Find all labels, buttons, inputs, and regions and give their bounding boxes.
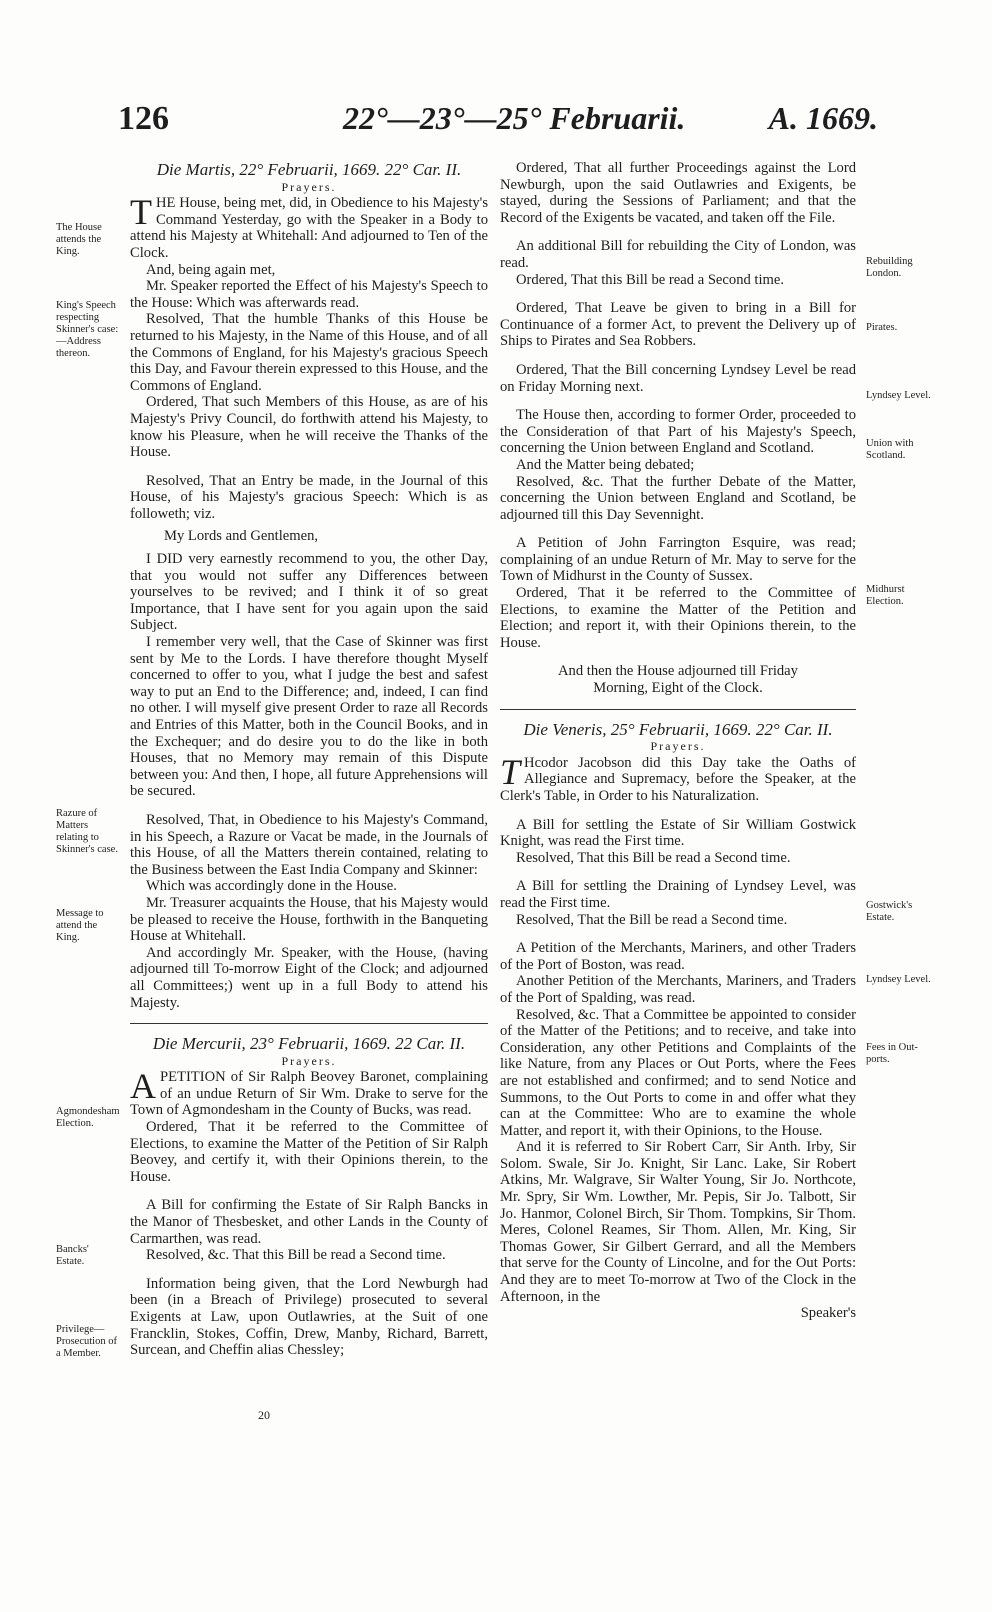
paragraph: Resolved, That an Entry be made, in the Journal of this House, of his Majesty's gracious Speech: Which is as followeth; viz. [130,472,488,522]
right-column [500,160,856,1322]
paragraph: Resolved, That, in Obedience to his Majesty's Command, in his Speech, a Razure or Vacat be made, in the Journals of this House, of all the Matters therein contained, relating to the Business between the East India Company and Skinner: [130,811,488,878]
drop-cap: T [130,192,152,233]
margin-note: King's Speech respecting Skinner's case:—Address thereon. [56,300,119,359]
adjournment: And then the House adjourned till Friday Morning, Eight of the Clock. [558,663,798,697]
margin-note: Agmondesham Election. [56,1106,120,1129]
catchword: Speaker's [800,1305,856,1322]
paragraph: Mr. Speaker reported the Effect of his Majesty's Speech to the House: Which was afterwards read. [130,278,488,311]
margin-note: Rebuilding London. [866,256,913,279]
drop-cap: T [500,751,521,792]
paragraph: A Petition of John Farrington Esquire, was read; complaining of an undue Return of Mr. May to serve for the Town of Midhurst in the County of Sussex. [500,535,856,585]
prayers-heading: Prayers. [281,1053,337,1068]
paragraph: THE House, being met, did, in Obedience to his Majesty's Command Yesterday, go with the Speaker in a Body to attend his Majesty at Whitehall: And adjourned to Ten of the Clock. [130,192,488,261]
paragraph: Ordered, That such Members of this House, as are of his Majesty's Privy Council, do forthwith attend his Majesty, to know his Pleasure, when he will receive the Thanks of the House. [130,394,488,461]
paragraph: Ordered, That it be referred to the Committee of Elections, to examine the Matter of the Petition of Sir Ralph Beovey, and certify it, with their Opinions therein, to the House. [130,1119,488,1185]
margin-note: Union with Scotland. [866,438,914,461]
paragraph: Ordered, That this Bill be read a Second time. [516,271,785,288]
margin-note: Privilege— Prosecution of a Member. [56,1324,117,1359]
paragraph: T Hcodor Jacobson did this Day take the Oaths of Allegiance and Supremacy, before the Speaker, at the Clerk's Table, in Order to his Naturalization. [500,751,856,804]
day-heading: Die Mercurii, 23° Februarii, 1669. 22 Car. II. [152,1034,466,1054]
paragraph: Ordered, That it be referred to the Committee of Elections, to examine the Matter of the Petition and Election; and report it, with their Opinions therein, to the House. [500,585,856,651]
day-heading: Die Veneris, 25° Februarii, 1669. 22° Car. II. [523,719,833,739]
page-number: 126 [118,100,169,137]
paragraph: Resolved, &c. That this Bill be read a Second time. [146,1247,446,1264]
margin-note: Gostwick's Estate. [866,900,913,923]
day-heading: Die Martis, 22° Februarii, 1669. 22° Car. II. [156,160,462,179]
paragraph: Which was accordingly done in the House. [146,878,397,895]
margin-note: Razure of Matters relating to Skinner's case. [56,808,118,855]
speech-paragraph: I remember very well, that the Case of Skinner was first sent by Me to the Lords. I have therefore thought Myself concerned to offer to you, what I judge the best and safest way to put an End to the Difference; and, indeed, I can find no other. I will myself give present Order to raze all Records and Entries of this Matter, both in the Council Books, and in the Exchequer; and do desire you to do the like in both Houses, that no Memory may remain of this Dispute between you: And then, I hope, all future Apprehensions will be secured. [130,634,488,800]
margin-note: Bancks' Estate. [56,1244,89,1267]
paragraph: Ordered, That the Bill concerning Lyndsey Level be read on Friday Morning next. [500,361,856,395]
header-year: A. 1669. [768,100,878,136]
paragraph: Ordered, That Leave be given to bring in a Bill for Continuance of a former Act, to prevent the Delivery up of Ships to Pirates and Sea Robbers. [500,300,856,350]
margin-note: Lyndsey Level. [866,390,931,401]
header-dates: 22°—23°—25° Februarii. [343,100,686,136]
signature-mark: 20 [258,1408,270,1422]
drop-cap: A [130,1066,156,1107]
section-divider [130,1023,488,1024]
paragraph: A Petition of the Merchants, Mariners, and other Traders of the Port of Boston, was read. [500,940,856,973]
paragraph: Resolved, &c. That the further Debate of the Matter, concerning the Union between England and Scotland, be adjourned till this Day Sevennight. [500,473,856,523]
paragraph: And accordingly Mr. Speaker, with the House, (having adjourned till To-morrow Eight of the Clock; and adjourned all Committees;) went up in a full Body to attend his Majesty. [130,944,488,1011]
margin-note: Message to attend the King. [56,908,104,943]
paragraph: An additional Bill for rebuilding the City of London, was read. [500,238,856,271]
paragraph: Resolved, That this Bill be read a Second time. [516,849,791,866]
section-divider [500,709,856,710]
speech-salutation: My Lords and Gentlemen, [164,528,319,545]
paragraph: A Bill for settling the Estate of Sir William Gostwick Knight, was read the First time. [500,816,856,850]
page-header [118,100,878,150]
paragraph: A Bill for confirming the Estate of Sir Ralph Bancks in the Manor of Thesbesket, and other Lands in the County of Carmarthen, was read. [130,1197,488,1247]
paragraph: Another Petition of the Merchants, Mariners, and Traders of the Port of Spalding, was read. [500,973,856,1006]
paragraph: A Bill for settling the Draining of Lyndsey Level, was read the First time. [500,878,856,911]
paragraph: And, being again met, [146,261,276,278]
paragraph: And it is referred to Sir Robert Carr, Sir Anth. Irby, Sir Solom. Swale, Sir Jo. Knight, Sir Lanc. Lake, Sir Robert Atkins, Mr. Walgrave, Sir Walter Young, Sir Jo. Northcote, Mr. Spry, Sir Wm. Lowther, Mr. Pepis, Sir Jo. Talbott, Sir Jo. Hanmor, Colonel Birch, Sir Thom. Tompkins, Sir Thom. Meres, Colonel Reames, Sir Thom. Allen, Mr. King, Sir Thomas Gower, Sir Gilbert Gerrard, and all the Members that serve for the County of Lincolne, and for the Out Ports: And they are to meet To-morrow at Two of the Clock in the Afternoon, in the [500,1139,856,1305]
margin-note: Pirates. [866,322,898,333]
paragraph: And the Matter being debated; [516,456,695,473]
paragraph: The House then, according to former Order, proceeded to the Consideration of that Part of his Majesty's Speech, concerning the Union between England and Scotland. [500,407,856,457]
paragraph: Mr. Treasurer acquaints the House, that his Majesty would be pleased to receive the House, forthwith in the Banqueting House at Whitehall. [130,894,488,945]
prayers-heading: Prayers. [650,739,706,754]
paragraph: Resolved, That the humble Thanks of this House be returned to his Majesty, in the Name of this House, and of all the Commons of England, for his Majesty's gracious Speech this Day, and Favour therein expressed to this House, and the Commons of England. [130,311,488,394]
speech-paragraph: I DID very earnestly recommend to you, the other Day, that you would not suffer any Differences between yourselves to be revived; and I think it of so great Importance, that I have sent for you again upon the said Subject. [130,551,488,634]
prayers-heading: Prayers. [281,179,337,194]
paragraph: Ordered, That all further Proceedings against the Lord Newburgh, upon the said Outlawries and Exigents, be stayed, during the Sessions of Parliament; and that the Record of the Exigents be vacated, and taken off the File. [500,160,856,226]
margin-note: Lyndsey Level. [866,974,931,985]
paragraph: APETITION of Sir Ralph Beovey Baronet, complaining of an undue Return of Sir Wm. Drake to serve for the Town of Agmondesham in the County of Bucks, was read. [130,1066,488,1119]
paragraph: Resolved, &c. That a Committee be appointed to consider of the Matter of the Petitions; and to receive, and take into Consideration, any other Petitions and Complaints of the like Nature, from any Places or Out Ports, where the Fees are not established and confirmed; and to send Notice and Summons, to the Out Ports to come in and offer what they can at the Committee: Who are to examine the whole Matter, and report it, with their Opinions, to the House. [500,1006,856,1139]
paragraph: Resolved, That the Bill be read a Second time. [516,911,788,928]
margin-note: Fees in Out-ports. [866,1042,918,1065]
margin-note: The House attends the King. [56,222,102,257]
left-column [130,162,488,1359]
margin-note: Midhurst Election. [866,584,905,607]
paragraph: Information being given, that the Lord Newburgh had been (in a Breach of Privilege) prosecuted to several Exigents at Law, upon Outlawries, at the Suit of one Francklin, Stokes, Coffin, Drew, Manby, Richard, Barrett, Surcean, and Cheffin alias Chessley; [130,1275,488,1359]
